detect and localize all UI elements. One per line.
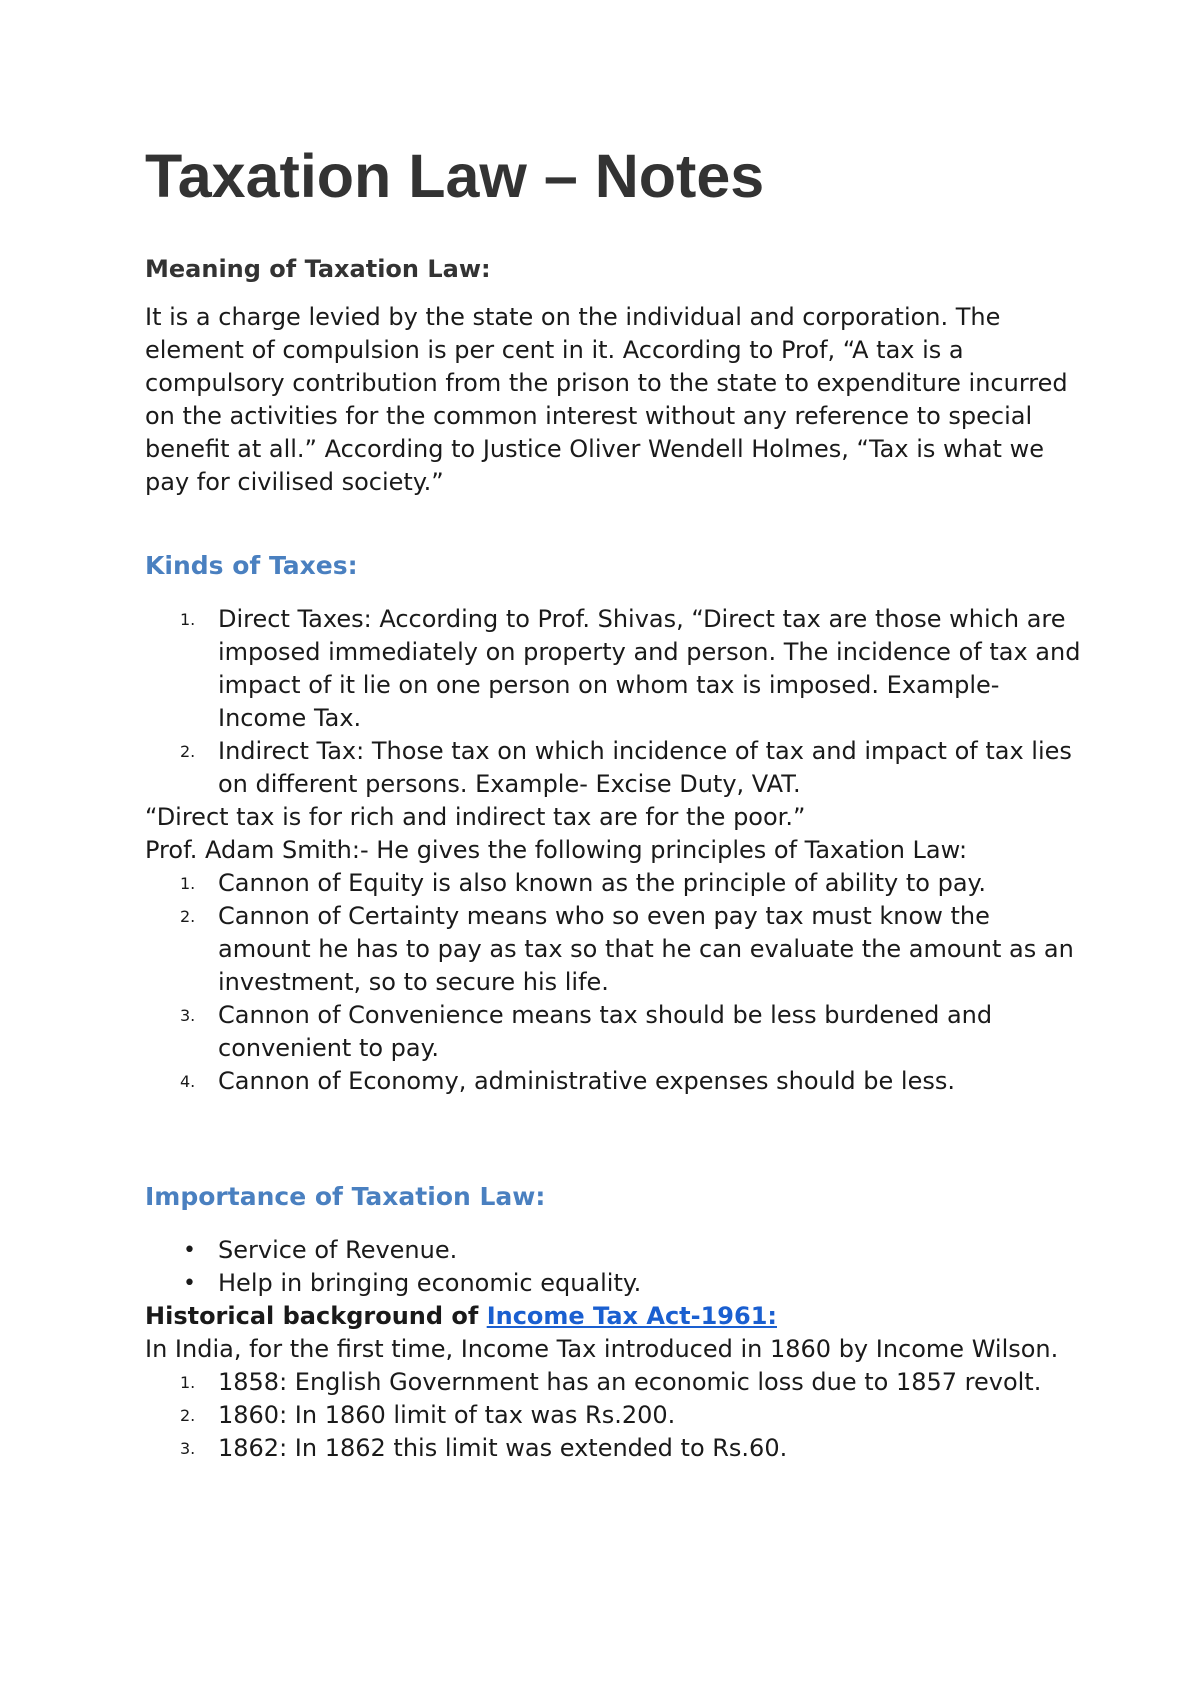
meaning-paragraph: It is a charge levied by the state on the individual and corporation. The element of compulsion is per cent in it. According to Prof, “A tax is a compulsory contribution from the prison to the state to expenditure incurred on the activities for the common interest without any reference to special benefit at all.” According to Justice Oliver Wendell Holmes, “Tax is what we pay for civilised society.”	[145, 303, 1068, 497]
list-item-text: Help in bringing economic equality.	[218, 1269, 642, 1298]
importance-list	[145, 1234, 1090, 1300]
list-item	[145, 1267, 1090, 1300]
list-item-text: 1862: In 1862 this limit was extended to Rs.60.	[218, 1434, 788, 1463]
list-number: 2.	[180, 1406, 196, 1426]
list-item-text: Cannon of Equity is also known as the principle of ability to pay.	[218, 869, 986, 898]
list-item-text: 1860: In 1860 limit of tax was Rs.200.	[218, 1401, 676, 1430]
list-item	[145, 603, 1090, 735]
list-number: 1.	[180, 874, 196, 894]
principles-list	[145, 867, 1090, 1098]
list-number: 2.	[180, 742, 196, 762]
list-number: 3.	[180, 1006, 196, 1026]
income-tax-act-link[interactable]: Income Tax Act-1961:	[486, 1302, 777, 1331]
list-item-text: Cannon of Economy, administrative expenses should be less.	[218, 1067, 955, 1096]
list-item	[145, 867, 1090, 900]
meaning-heading: Meaning of Taxation Law:	[145, 255, 491, 284]
list-item-text: Cannon of Certainty means who so even pay tax must know the amount he has to pay as tax so that he can evaluate the amount as an investment, so to secure his life.	[218, 902, 1074, 997]
importance-heading: Importance of Taxation Law:	[145, 1182, 546, 1212]
list-item	[145, 1065, 1090, 1098]
list-item	[145, 999, 1090, 1065]
kinds-list	[145, 603, 1090, 801]
adam-smith-intro: Prof. Adam Smith:- He gives the following principles of Taxation Law:	[145, 836, 968, 865]
list-item-text: Service of Revenue.	[218, 1236, 458, 1265]
list-number: 1.	[180, 1373, 196, 1393]
list-item-text: 1858: English Government has an economic loss due to 1857 revolt.	[218, 1368, 1042, 1397]
kinds-heading: Kinds of Taxes:	[145, 551, 358, 581]
page-title: Taxation Law – Notes	[145, 142, 765, 210]
history-intro: In India, for the first time, Income Tax introduced in 1860 by Income Wilson.	[145, 1335, 1059, 1364]
list-item	[145, 1432, 1090, 1465]
list-item	[145, 735, 1090, 801]
history-list	[145, 1366, 1090, 1465]
list-item-text: Direct Taxes: According to Prof. Shivas, “Direct tax are those which are imposed immediately on property and person. The incidence of tax and impact of it lie on one person on whom tax is imposed. Example- Income Tax.	[218, 605, 1081, 733]
bullet-icon: •	[183, 1238, 196, 1264]
bullet-icon: •	[183, 1271, 196, 1297]
list-item-text: Cannon of Convenience means tax should be less burdened and convenient to pay.	[218, 1001, 993, 1063]
list-number: 2.	[180, 907, 196, 927]
list-item	[145, 1234, 1090, 1267]
list-item	[145, 1366, 1090, 1399]
list-number: 3.	[180, 1439, 196, 1459]
list-number: 4.	[180, 1072, 196, 1092]
list-item	[145, 1399, 1090, 1432]
list-item	[145, 900, 1090, 999]
history-heading-prefix: Historical background of	[145, 1302, 487, 1331]
history-heading	[145, 1300, 1090, 1333]
list-number: 1.	[180, 610, 196, 630]
direct-indirect-quote: “Direct tax is for rich and indirect tax are for the poor.”	[145, 803, 806, 832]
list-item-text: Indirect Tax: Those tax on which incidence of tax and impact of tax lies on different persons. Example- Excise Duty, VAT.	[218, 737, 1072, 799]
